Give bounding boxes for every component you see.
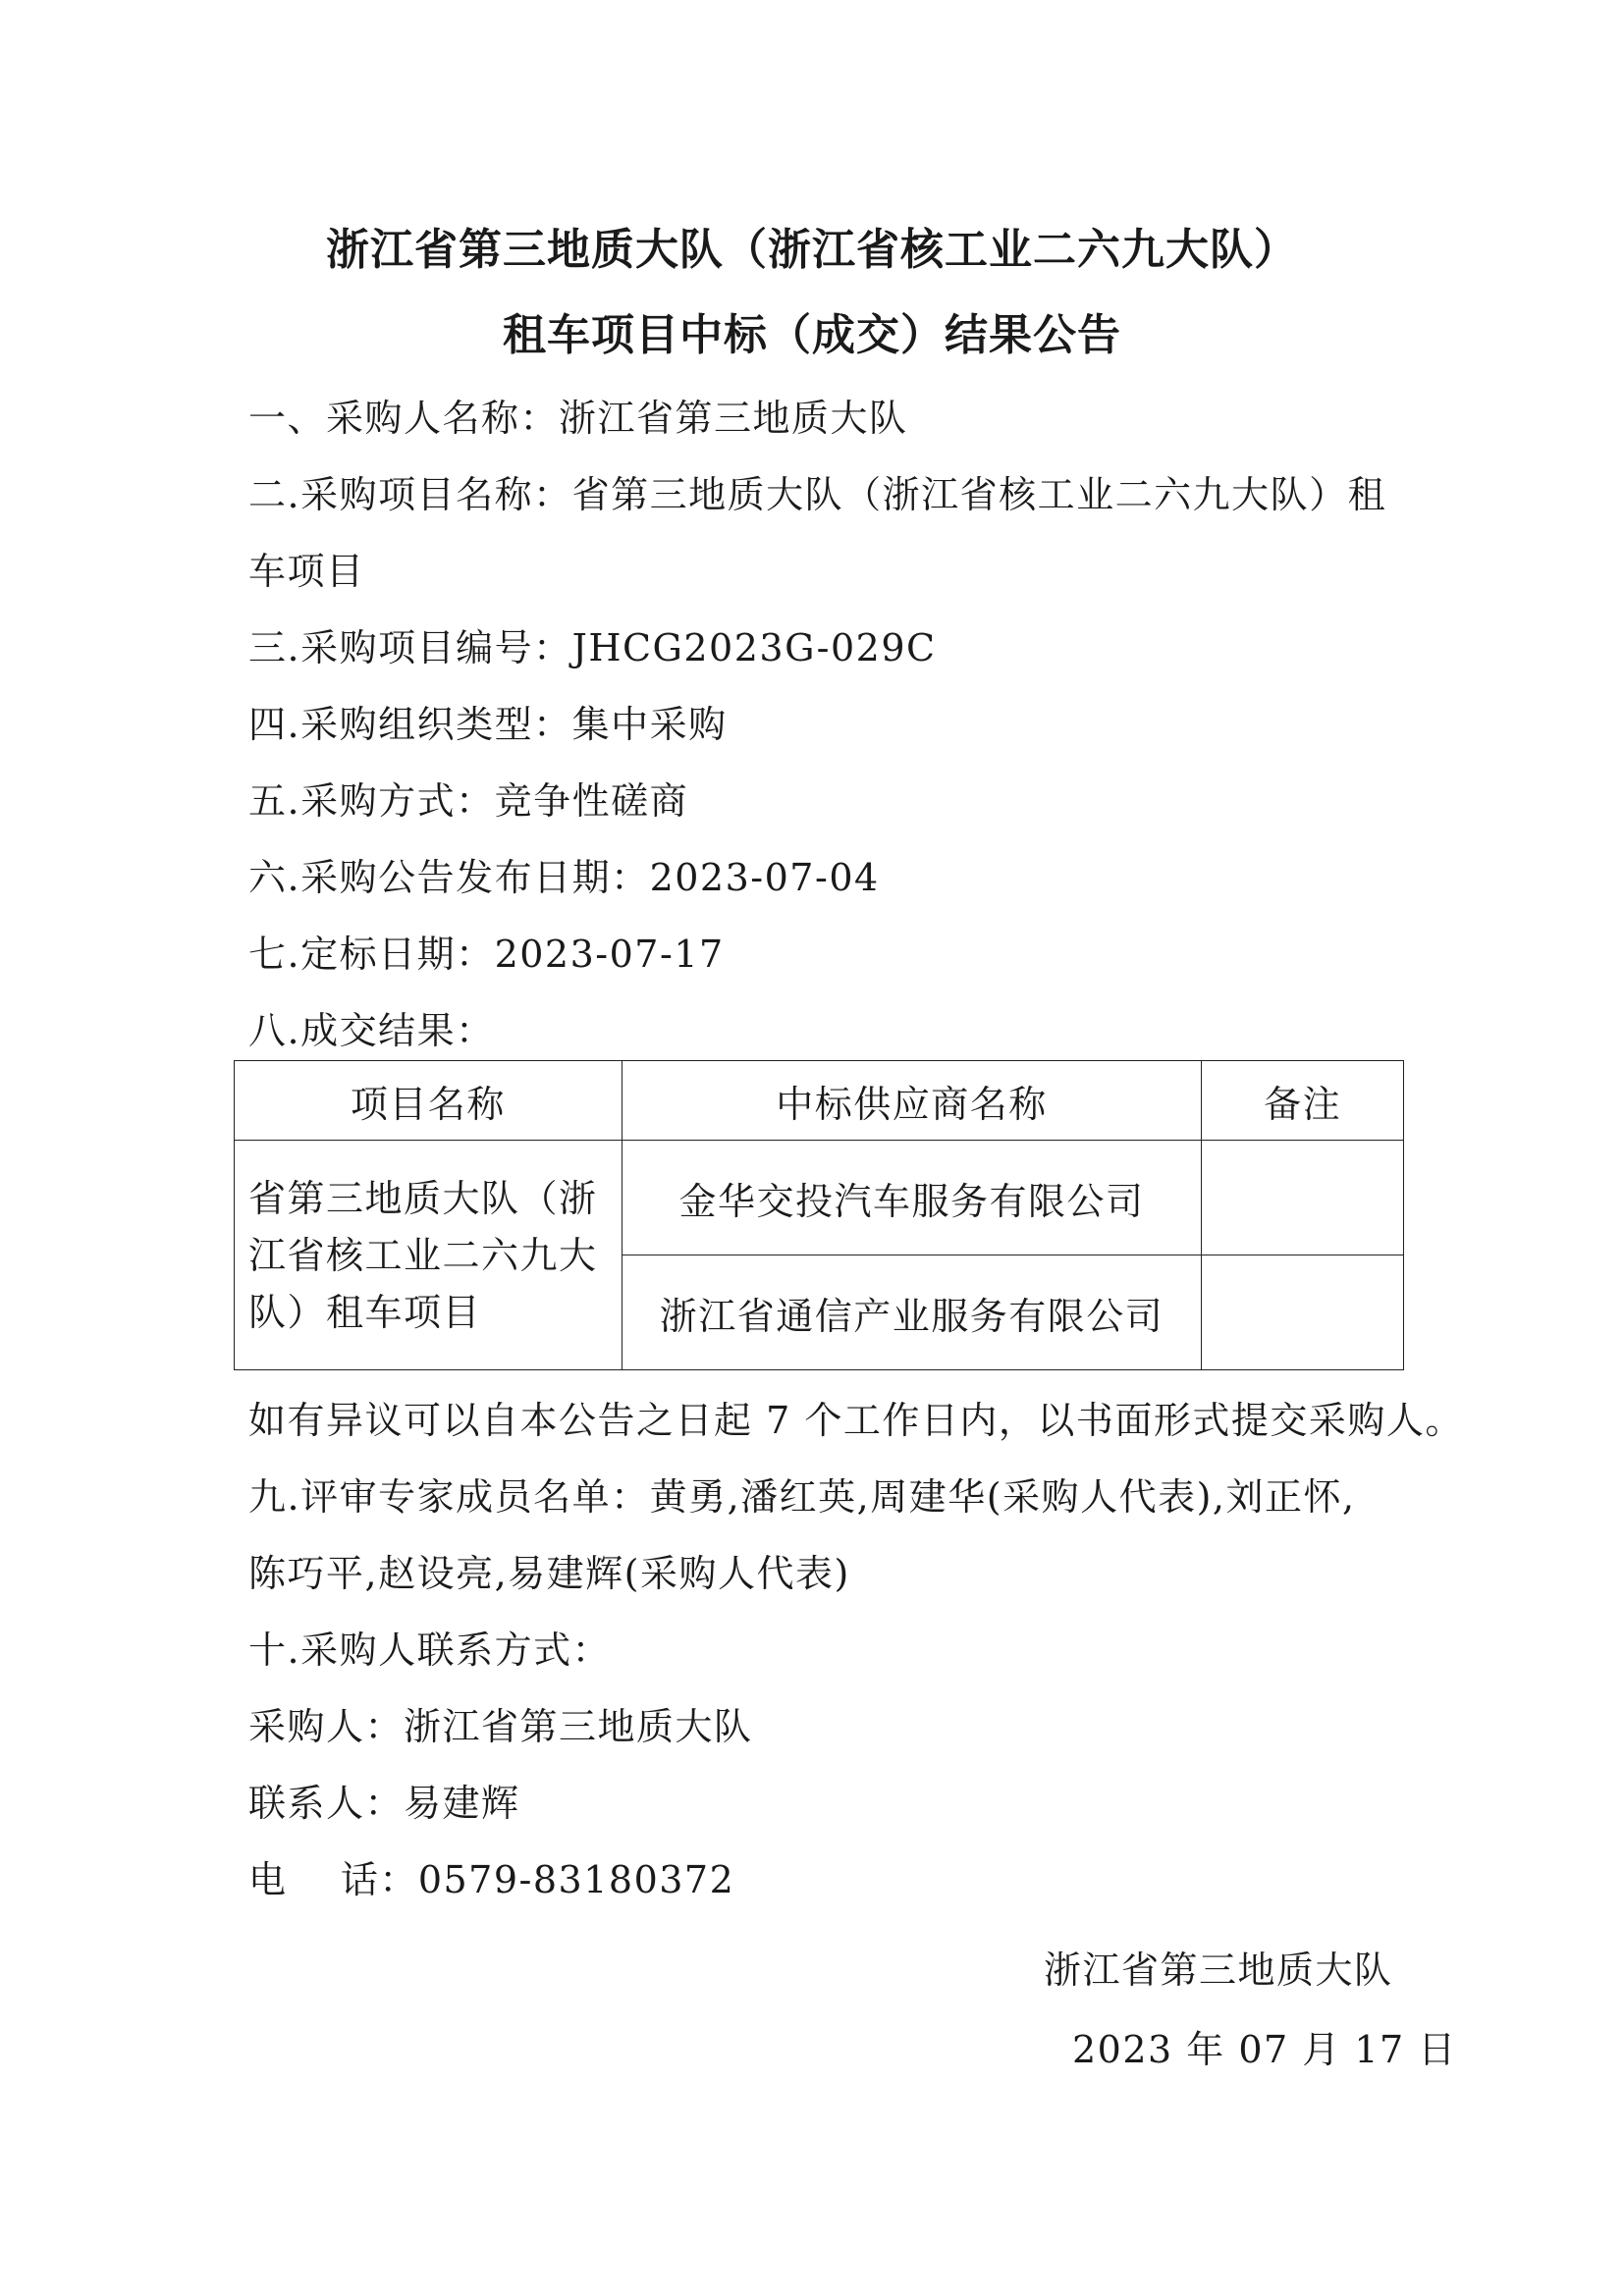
- signature-date: 2023 年 07 月 17 日: [1072, 2028, 1457, 2071]
- cell-remark-1: [1202, 1141, 1404, 1255]
- result-heading: 八.成交结果：: [248, 1009, 495, 1052]
- award-date: 七.定标日期：2023-07-17: [248, 933, 725, 976]
- announcement-date: 六.采购公告发布日期：2023-07-04: [248, 856, 880, 899]
- project-name-line-1: 二.采购项目名称：省第三地质大队（浙江省核工业二六九大队）租: [248, 473, 1387, 516]
- doc-title-line-2: 租车项目中标（成交）结果公告: [503, 310, 1121, 360]
- project-name-line-2: 车项目: [248, 550, 365, 593]
- contact-person: 联系人：易建辉: [248, 1782, 520, 1825]
- experts-line-2: 陈巧平,赵设亮,易建辉(采购人代表): [248, 1552, 850, 1595]
- cell-supplier-1: 金华交投汽车服务有限公司: [622, 1141, 1201, 1255]
- header-project-name: 项目名称: [235, 1061, 623, 1141]
- header-remarks: 备注: [1202, 1061, 1404, 1141]
- table-row: [235, 1141, 1404, 1255]
- purchaser-name: 一、采购人名称：浙江省第三地质大队: [248, 397, 908, 440]
- objection-notice: 如有异议可以自本公告之日起 7 个工作日内，以书面形式提交采购人。: [248, 1399, 1464, 1442]
- cell-project: 省第三地质大队（浙江省核工业二六九大队）租车项目: [235, 1141, 623, 1370]
- cell-supplier-2: 浙江省通信产业服务有限公司: [622, 1255, 1201, 1370]
- contact-phone: 电 话：0579-83180372: [248, 1858, 735, 1901]
- contact-heading: 十.采购人联系方式：: [248, 1629, 612, 1672]
- cell-remark-2: [1202, 1255, 1404, 1370]
- table-header-row: [235, 1061, 1404, 1141]
- signature-organization: 浙江省第三地质大队: [1044, 1949, 1393, 1992]
- header-supplier-name: 中标供应商名称: [622, 1061, 1201, 1141]
- project-number: 三.采购项目编号：JHCG2023G-029C: [248, 626, 937, 669]
- experts-line-1: 九.评审专家成员名单：黄勇,潘红英,周建华(采购人代表),刘正怀,: [248, 1475, 1356, 1519]
- doc-title-line-1: 浙江省第三地质大队（浙江省核工业二六九大队）: [326, 225, 1298, 275]
- contact-purchaser: 采购人：浙江省第三地质大队: [248, 1705, 753, 1748]
- organization-type: 四.采购组织类型：集中采购: [248, 703, 728, 746]
- procurement-method: 五.采购方式：竞争性磋商: [248, 779, 689, 823]
- result-table: [234, 1060, 1404, 1370]
